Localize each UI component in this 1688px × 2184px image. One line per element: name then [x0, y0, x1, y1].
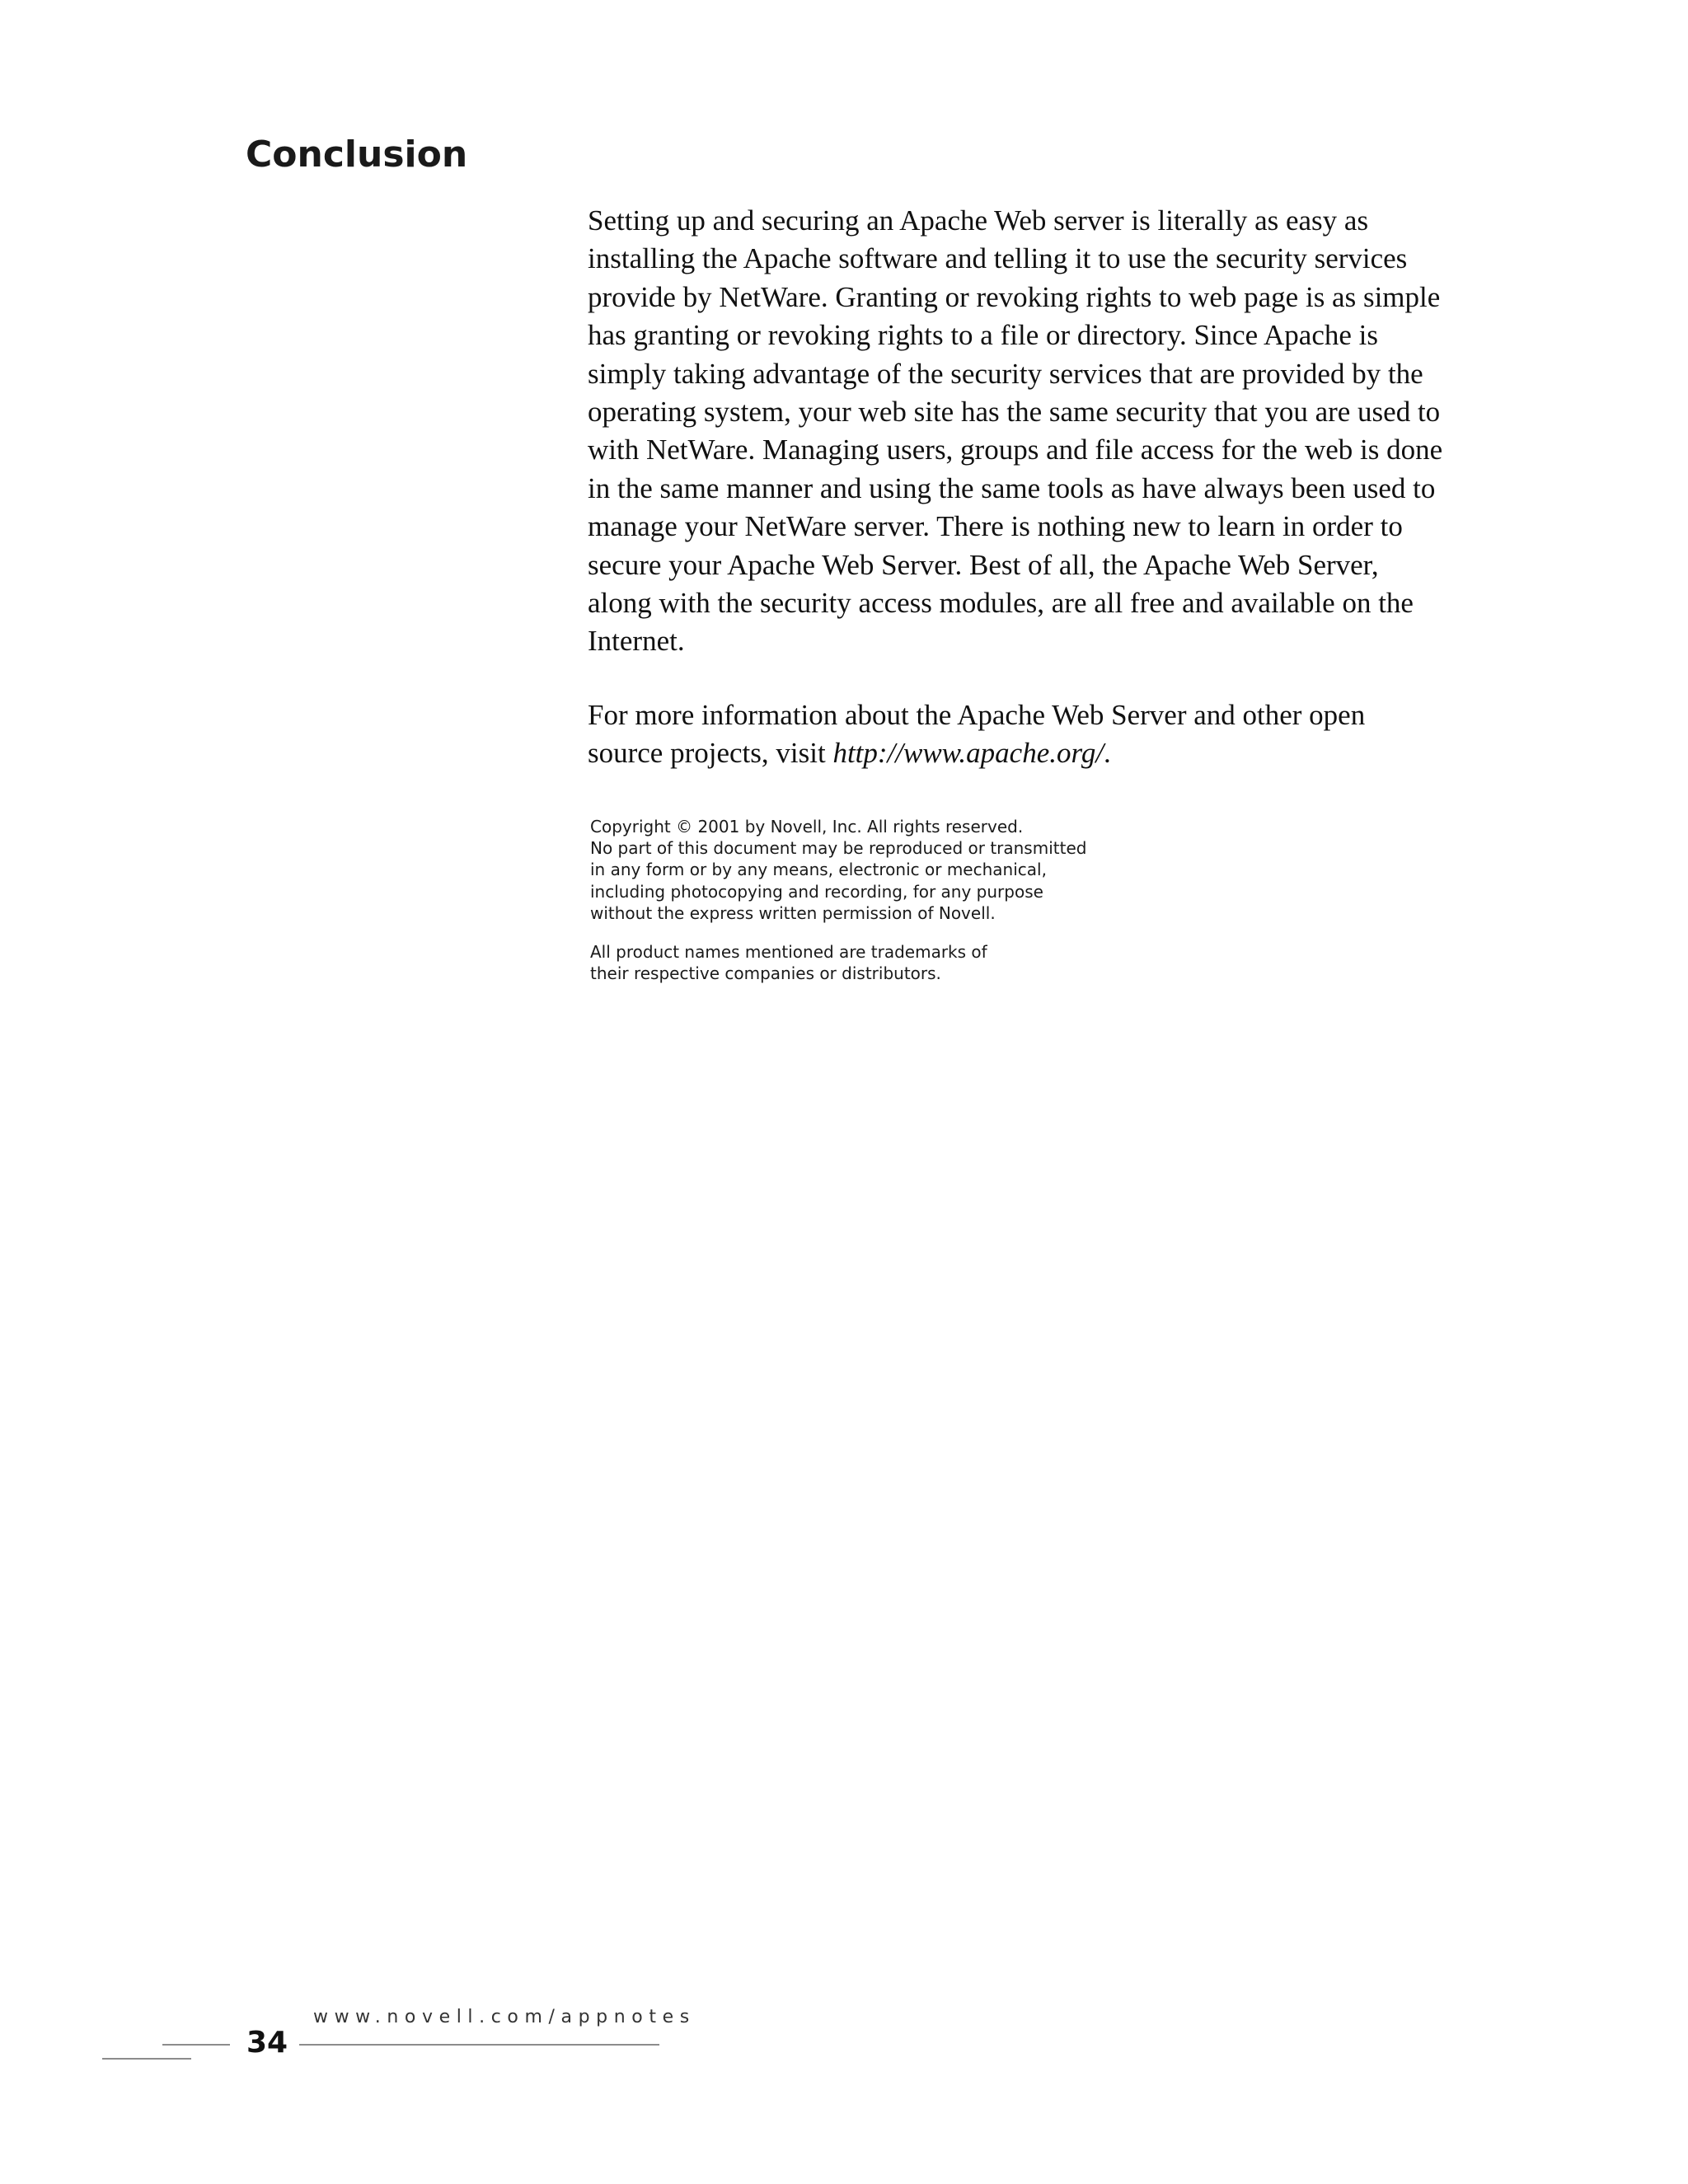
legal-notice — [590, 816, 1250, 984]
apache-link[interactable]: http://www.apache.org/ — [832, 737, 1104, 770]
body-text — [588, 202, 1445, 773]
footer-url[interactable]: www.novell.com/appnotes — [313, 2007, 696, 2027]
footer-rule-right — [299, 2044, 659, 2046]
section-heading: Conclusion — [246, 134, 468, 176]
copyright-line: without the express written permission of Novell. — [590, 902, 996, 923]
paragraph-more-info — [588, 696, 1445, 773]
footer-rule-left-upper — [162, 2044, 230, 2046]
copyright-line: No part of this document may be reproduced or transmitted — [590, 838, 1087, 859]
copyright-line: including photocopying and recording, for any purpose — [590, 881, 1043, 902]
paragraph-summary: Setting up and securing an Apache Web server is literally as easy as installing the Apache software and telling it to use the security services provide by NetWare. Granting or revoking rights to web page is as simple has granting or revoking rights to a file or directory. Since Apache is simply taking advantage of the security services that are provided by the operating system, your web site has the same security that you are used to with NetWare. Managing users, groups and file access for the web is done in the same manner and using the same tools as have always been used to manage your NetWare server. There is nothing new to learn in order to secure your Apache Web Server. Best of all, the Apache Web Server, along with the security access modules, are all free and available on the Internet. — [588, 204, 1443, 658]
copyright-notice — [590, 816, 1250, 924]
page-number: 34 — [246, 2026, 288, 2060]
trademark-notice — [590, 941, 1250, 984]
copyright-line: Copyright © 2001 by Novell, Inc. All rights reserved. — [590, 817, 1024, 837]
more-info-text: For more information about the Apache Web Server and other open source projects, visit — [588, 698, 1366, 770]
more-info-period: . — [1104, 737, 1111, 770]
trademark-line: All product names mentioned are trademarks of — [590, 942, 987, 963]
trademark-line: their respective companies or distributors. — [590, 963, 941, 984]
copyright-line: in any form or by any means, electronic or mechanical, — [590, 860, 1047, 880]
footer-rule-left-lower — [102, 2058, 191, 2060]
